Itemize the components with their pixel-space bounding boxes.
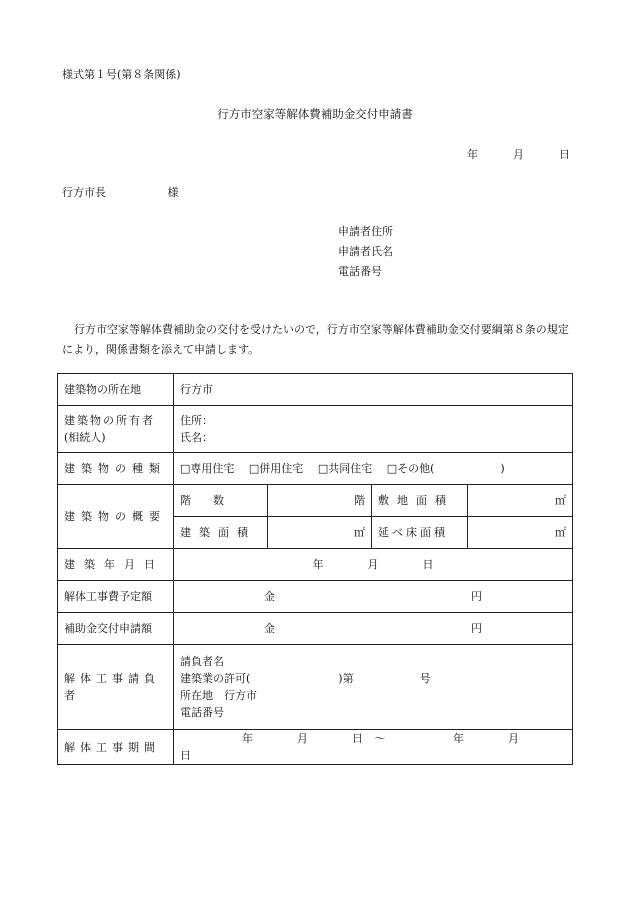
site-area-label [372,485,468,517]
table-row [58,453,573,485]
contractor-label-text: 解体工事請負者 [64,672,160,702]
body-text: 行方市空家等解体費補助金の交付を受けたいので，行方市空家等解体費補助金交付要綱第８条の規定により，関係書類を添えて申請します。 [62,323,569,356]
type-label [58,453,174,485]
contractor-name-label: 請負者名 [180,655,224,668]
period-label-text: 解体工事期間 [64,740,160,754]
period-value[interactable] [174,730,573,765]
application-table [57,373,573,765]
table-row [58,406,573,453]
type-options [174,453,573,485]
type-option-other-checkbox[interactable]: □その他( ) [386,462,505,475]
addressee [62,184,179,200]
site-area-value[interactable] [468,485,573,517]
type-option-combined-checkbox[interactable]: □併用住宅 [248,462,304,475]
building-area-value[interactable] [268,517,372,549]
type-option-apartment-checkbox[interactable]: □共同住宅 [317,462,373,475]
contractor-permit-label: 建築業の許可( )第 号 [180,672,431,685]
floor-area-label [372,517,468,549]
period-label [58,730,174,765]
applicant-address-label: 申請者住所 [338,225,393,238]
grant-prefix: 金 [264,622,275,635]
floors-unit: 階 [354,494,365,507]
building-area-label [174,517,268,549]
applicant-name-label: 申請者氏名 [338,245,393,258]
contractor-label [58,645,174,730]
date-day-label: 日 [559,148,570,161]
type-option-dedicated-checkbox[interactable]: □専用住宅 [180,462,235,475]
contractor-value[interactable] [174,645,573,730]
table-row [58,374,573,406]
cost-value[interactable] [174,581,573,613]
floors-label [174,485,268,517]
cost-suffix: 円 [471,590,482,603]
floor-area-label-text: 延べ床面積 [378,526,448,539]
type-label-text: 建築物の種類 [64,462,166,475]
owner-label [58,406,174,453]
cost-label-text: 解体工事費予定額 [64,590,152,603]
owner-address-label: 住所： [180,414,213,427]
table-row [58,581,573,613]
site-area-label-text: 敷地面積 [378,494,454,507]
owner-value[interactable] [174,406,573,453]
floors-label-text: 階 数 [180,494,224,507]
location-label [58,374,174,406]
cost-label [58,581,174,613]
building-area-label-text: 建築面積 [180,526,256,539]
date-year-label: 年 [467,148,478,161]
date-month-label: 月 [513,148,524,161]
owner-label-line2: (相続人) [64,431,106,444]
contractor-phone-label: 電話番号 [180,706,224,719]
table-row [58,549,573,581]
honorific: 様 [167,186,179,199]
grant-value[interactable] [174,613,573,645]
location-label-text: 建築物の所在地 [64,383,141,396]
grant-label [58,613,174,645]
floor-area-value[interactable] [468,517,573,549]
table-row [58,730,573,765]
applicant-block [338,222,393,282]
built-date-label [58,549,174,581]
location-value[interactable]: 行方市 [174,374,573,406]
period-from: 年 月 日 [242,732,363,745]
floors-value[interactable] [268,485,372,517]
table-row [58,613,573,645]
document-title: 行方市空家等解体費補助金交付申請書 [217,107,413,121]
site-area-unit: ㎡ [555,494,566,507]
grant-suffix: 円 [471,622,482,635]
built-date-value[interactable]: 年 月 日 [174,549,573,581]
overview-label-text: 建築物の概要 [64,510,166,523]
table-row [58,645,573,730]
form-number: 様式第１号(第８条関係) [62,68,181,81]
grant-label-text: 補助金交付申請額 [64,622,152,635]
period-tilde: 〜 [374,732,386,745]
contractor-location-label: 所在地 行方市 [180,689,257,702]
table-row [58,485,573,517]
floor-area-unit: ㎡ [555,526,566,539]
building-area-unit: ㎡ [354,526,365,539]
cost-prefix: 金 [264,590,275,603]
overview-label [58,485,174,549]
period-to: 年 月 日 [180,732,563,762]
applicant-phone-label: 電話番号 [338,265,382,278]
owner-label-line1: 建築物の所有者 [64,414,155,427]
built-date-label-text: 建築年月日 [64,558,164,571]
application-date [467,146,570,162]
owner-name-label: 氏名： [180,431,213,444]
addressee-name: 行方市長 [62,186,106,199]
